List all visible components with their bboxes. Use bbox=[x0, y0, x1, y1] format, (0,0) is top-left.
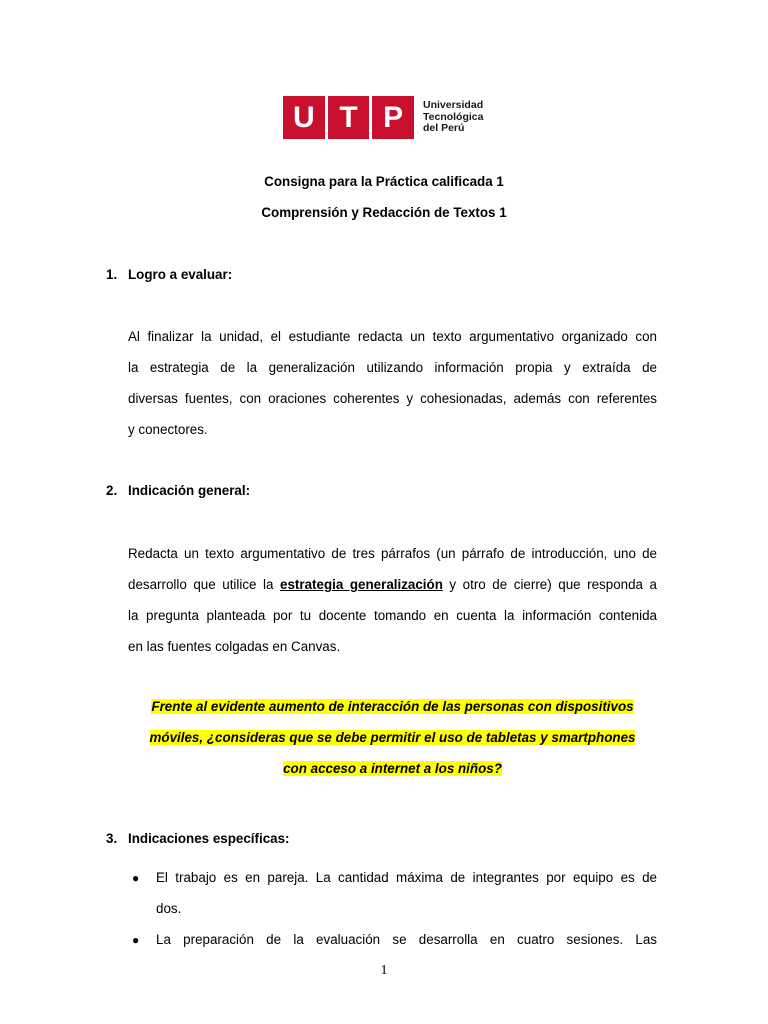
paragraph-line: El trabajo es en pareja. La cantidad máxima de integrantes por equipo es de bbox=[156, 870, 657, 885]
section-title: Indicación general: bbox=[128, 483, 251, 498]
logo-letter-p: P bbox=[383, 100, 404, 134]
section-number: 3. bbox=[106, 831, 118, 846]
logo-text-line: Universidad bbox=[423, 99, 484, 112]
paragraph-line: en las fuentes colgadas en Canvas. bbox=[128, 639, 341, 654]
logo-letter-u: U bbox=[283, 96, 328, 139]
bullet-icon: ● bbox=[132, 871, 140, 885]
text-run: y otro de cierre) que responda a bbox=[442, 577, 657, 592]
logro-paragraph bbox=[128, 321, 657, 445]
highlighted-question-line: con acceso a internet a los niños? bbox=[283, 761, 502, 776]
emphasized-strategy: estrategia generalización bbox=[280, 577, 443, 592]
paragraph-line: dos. bbox=[156, 901, 182, 916]
list-item-text bbox=[156, 924, 657, 955]
logo-text-line: Tecnológica bbox=[423, 110, 484, 123]
paragraph-line: Al finalizar la unidad, el estudiante redacta un texto argumentativo organizado con bbox=[128, 329, 657, 344]
paragraph-line bbox=[128, 569, 657, 600]
page-number: 1 bbox=[380, 963, 388, 978]
paragraph-line: diversas fuentes, con oraciones coherentes y cohesionadas, además con referentes bbox=[128, 391, 657, 406]
list-item-text bbox=[156, 862, 657, 924]
paragraph-line: la estrategia de la generalización utilizando información propia y extraída de bbox=[128, 360, 657, 375]
course-title: Comprensión y Redacción de Textos 1 bbox=[261, 205, 507, 220]
logo-wordmark bbox=[423, 100, 483, 135]
logo-text-line: del Perú bbox=[423, 122, 465, 135]
section-title: Logro a evaluar: bbox=[128, 267, 233, 282]
highlighted-question-line: móviles, ¿consideras que se debe permitir el uso de tabletas y smartphones bbox=[149, 730, 636, 745]
section-title: Indicaciones específicas: bbox=[128, 831, 290, 846]
paragraph-line: La preparación de la evaluación se desarrolla en cuatro sesiones. Las bbox=[156, 932, 657, 947]
section-heading-indicaciones-especificas bbox=[106, 831, 290, 846]
document-title: Consigna para la Práctica calificada 1 bbox=[264, 174, 504, 189]
paragraph-line: Redacta un texto argumentativo de tres párrafos (un párrafo de introducción, uno de bbox=[128, 546, 657, 561]
utp-logo bbox=[283, 96, 483, 139]
section-heading-indicacion-general bbox=[106, 483, 250, 498]
section-number: 2. bbox=[106, 483, 118, 498]
bullet-icon: ● bbox=[132, 933, 140, 947]
logo-letter-t: T bbox=[328, 96, 373, 139]
indicacion-paragraph bbox=[128, 538, 657, 662]
section-number: 1. bbox=[106, 267, 118, 282]
highlighted-question-line: Frente al evidente aumento de interacción de las personas con dispositivos bbox=[151, 699, 634, 714]
guiding-question bbox=[128, 691, 657, 784]
text-run: desarrollo que utilice la bbox=[128, 577, 281, 592]
paragraph-line: la pregunta planteada por tu docente tomando en cuenta la información contenida bbox=[128, 608, 657, 623]
logo-mark bbox=[283, 96, 414, 139]
paragraph-line: y conectores. bbox=[128, 422, 208, 437]
section-heading-logro bbox=[106, 267, 232, 282]
